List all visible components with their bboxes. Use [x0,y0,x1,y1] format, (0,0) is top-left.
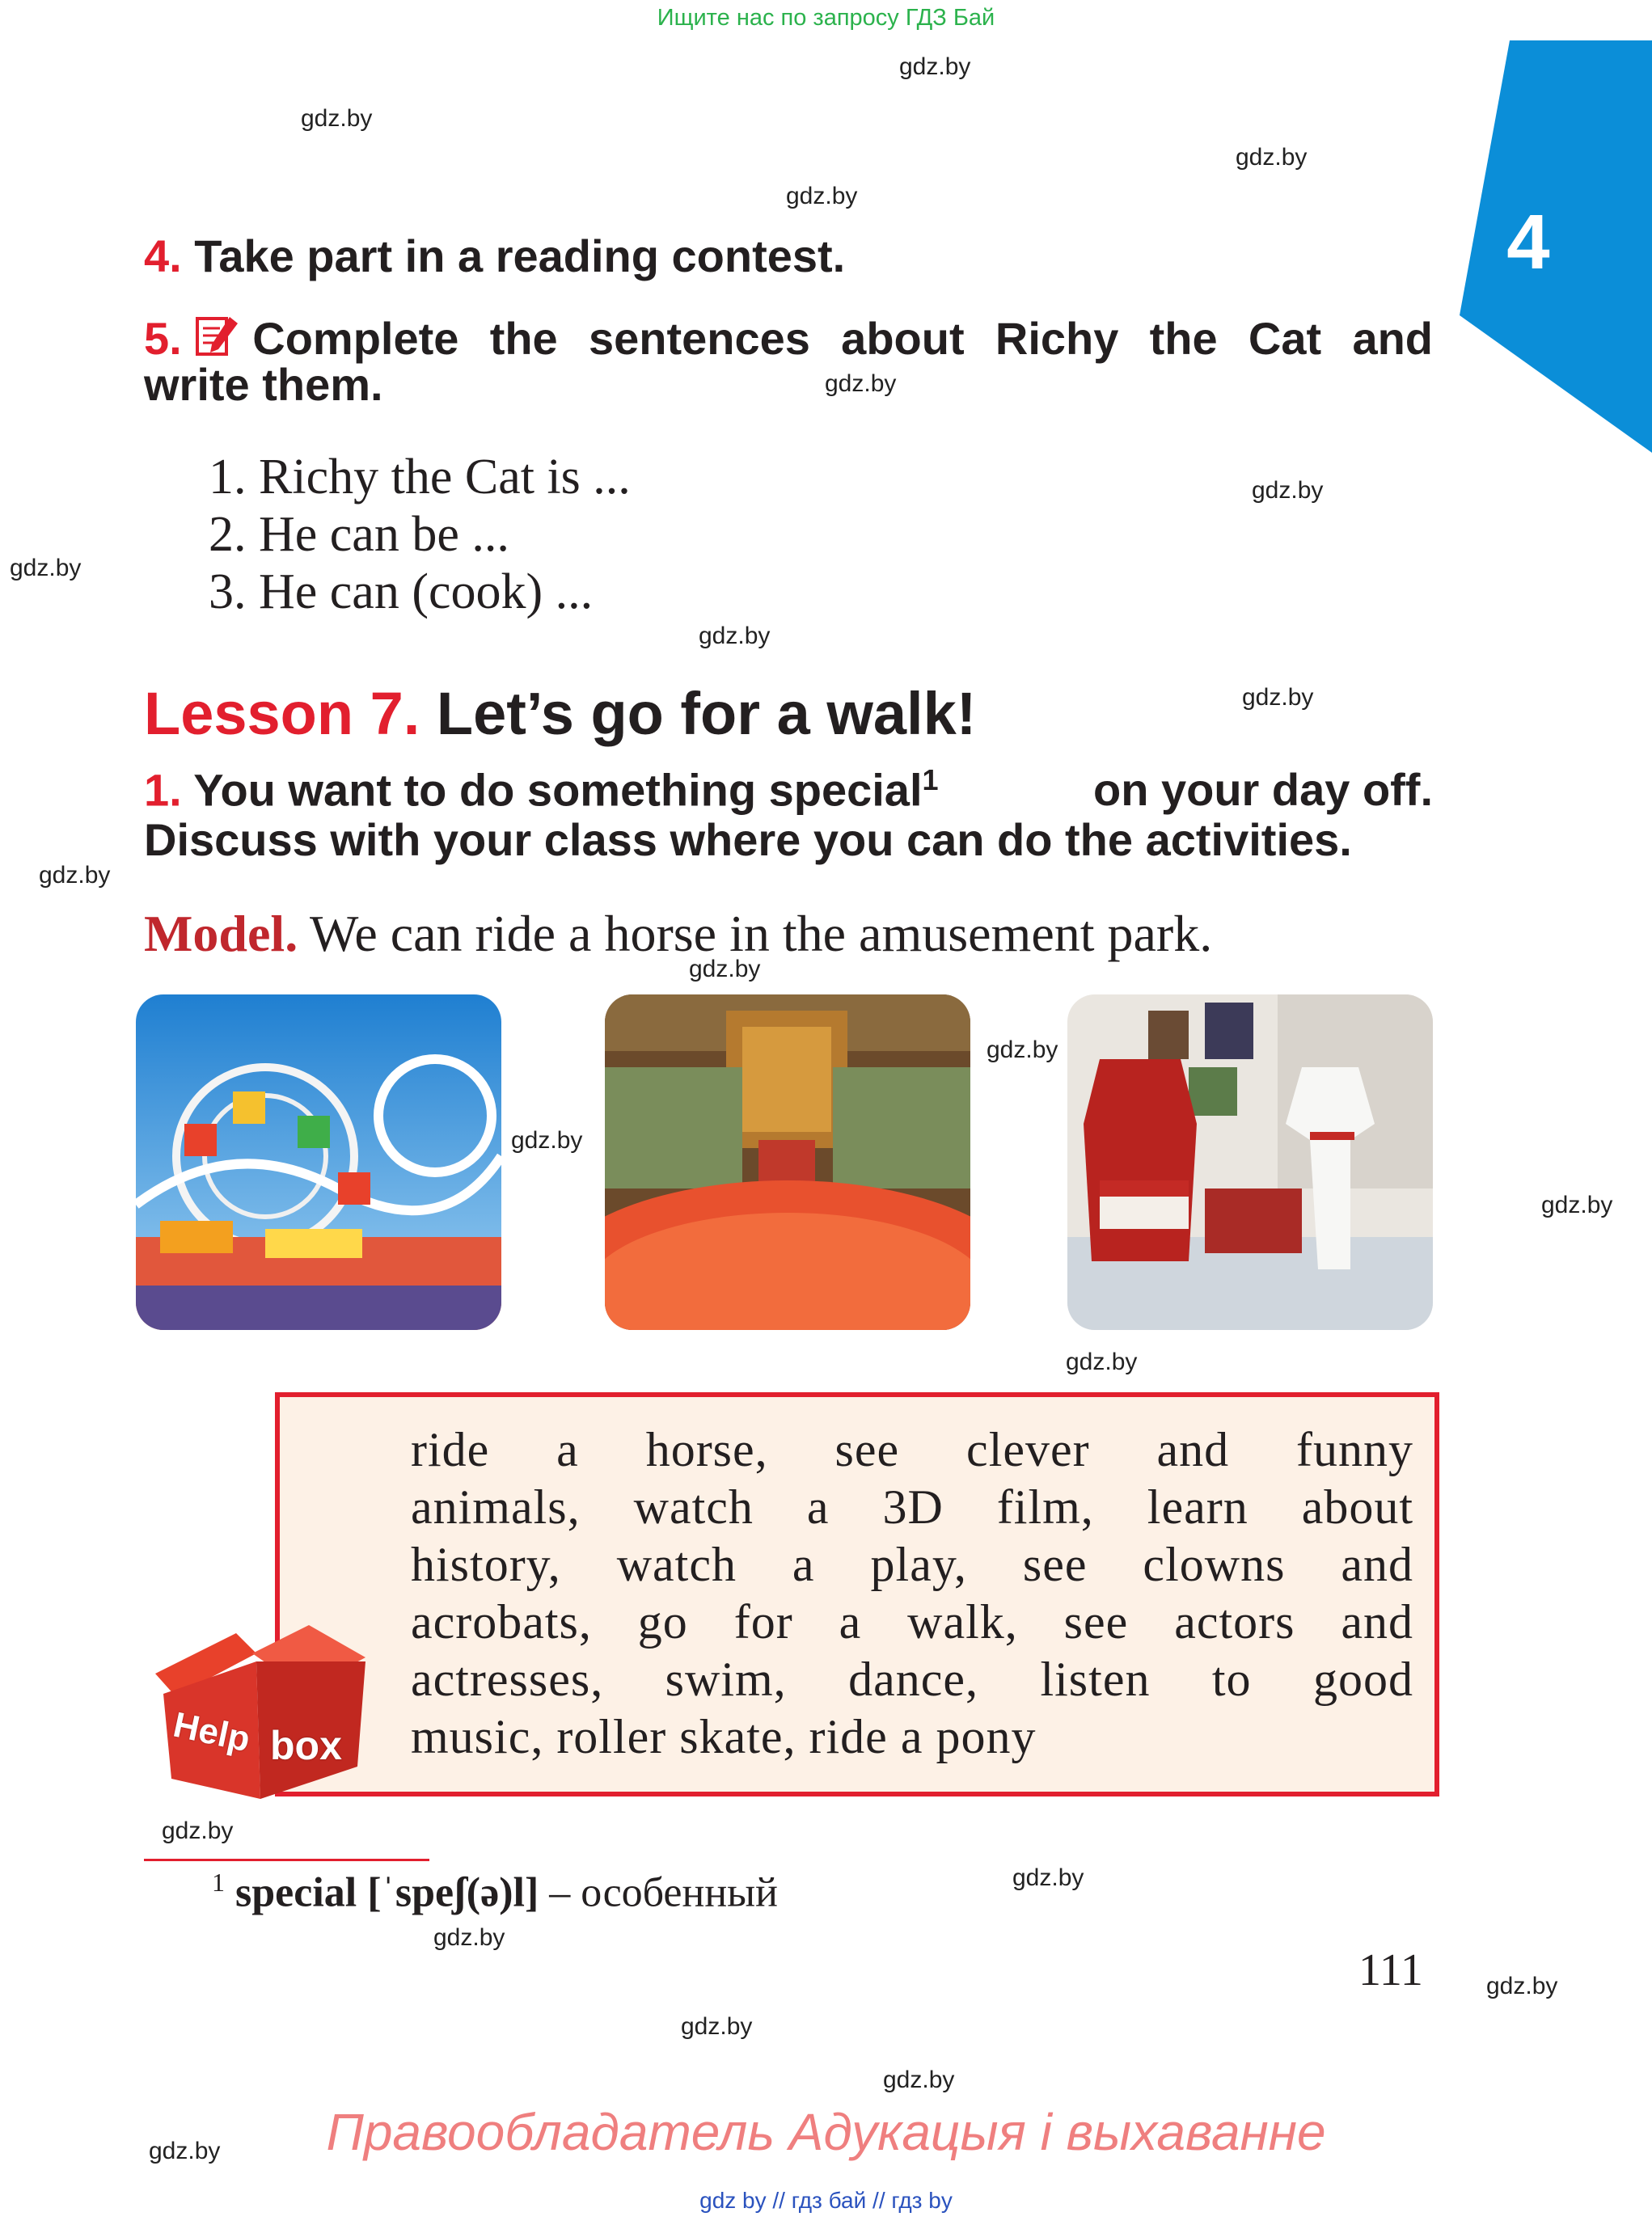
help-box-line: music, roller skate, ride a pony [411,1710,1037,1763]
help-box-line: acrobats, go for a walk, see actors and [411,1595,1413,1649]
task-5 [144,312,1433,411]
watermark: gdz.by [1012,1864,1084,1891]
task-text: on your day off. [1093,764,1433,815]
watermark: gdz.by [39,862,111,889]
chapter-number: 4 [1506,199,1550,285]
watermark: gdz.by [149,2138,221,2164]
museum-costumes-photo [1067,994,1433,1330]
footnote-dash: – [549,1869,571,1916]
watermark: gdz.by [1242,684,1314,711]
footnote-transcription: [ˈspeʃ(ə)l] [367,1869,539,1916]
lesson-heading [144,679,976,748]
watermark: gdz.by [899,53,971,80]
watermark: gdz.by [162,1818,234,1844]
list-item: 1. Richy the Cat is ... [209,450,631,505]
pencil-notebook-icon [194,314,239,359]
help-box-text [411,1421,1413,1766]
task-text: You want to do something special [193,764,923,816]
sentence-list [209,449,631,621]
page-number: 111 [1358,1945,1423,1995]
bottom-links[interactable]: gdz by // гдз бай // гдз by [699,2188,953,2213]
task-number: 5. [144,313,182,364]
watermark: gdz.by [699,623,771,649]
watermark: gdz.by [786,183,858,209]
watermark: gdz.by [1486,1973,1558,1999]
help-box-line: actresses, swim, dance, listen to good [411,1653,1413,1706]
watermark: gdz.by [689,956,761,982]
lesson-title: Let’s go for a walk! [436,680,977,747]
copyright-notice: Правообладатель Адукацыя і выхаванне [326,2103,1326,2161]
watermark: gdz.by [433,1924,505,1951]
watermark: gdz.by [987,1037,1058,1063]
footnote-translation: особенный [581,1869,778,1916]
footnote-divider [144,1859,429,1861]
help-box-line: ride a horse, see clever and funny [411,1423,1413,1476]
lesson-label: Lesson 7. [144,680,420,747]
top-banner[interactable]: Ищите нас по запросу ГДЗ Бай [657,5,995,31]
task-text-line-2: Discuss with your class where you can do the activities. [144,813,1352,865]
model-sentence [144,904,1212,964]
watermark: gdz.by [825,370,897,397]
watermark: gdz.by [883,2067,955,2093]
task-4 [144,230,845,282]
watermark: gdz.by [10,555,82,581]
task-number: 1. [144,764,182,816]
watermark: gdz.by [1541,1192,1613,1218]
watermark: gdz.by [511,1127,583,1154]
footnote-mark: 1 [922,763,939,796]
model-label: Model. [144,905,298,962]
task-text: Take part in a reading contest. [194,230,846,281]
help-box-word: box [270,1723,342,1768]
task-text-line-2: write them. [144,359,383,410]
circus-arena-photo [605,994,970,1330]
footnote-mark: 1 [212,1868,225,1897]
watermark: gdz.by [301,105,373,132]
watermark: gdz.by [1066,1349,1138,1375]
help-box-line: animals, watch a 3D film, learn about [411,1480,1413,1534]
model-text: We can ride a horse in the amusement park. [310,905,1213,962]
list-item: 2. He can be ... [209,507,509,562]
task-text-line-1: Complete the sentences about Richy the Cat and [252,313,1433,364]
footnote-word: special [235,1869,357,1916]
list-item: 3. He can (cook) ... [209,564,594,619]
help-box-word: Help [170,1704,254,1760]
help-box-line: history, watch a play, see clowns and [411,1538,1413,1591]
watermark: gdz.by [681,2013,753,2040]
task-1 [144,763,1433,866]
footnote [212,1868,778,1916]
watermark: gdz.by [1252,477,1324,504]
watermark: gdz.by [1236,144,1308,171]
amusement-park-photo [136,994,501,1330]
task-number: 4. [144,230,182,281]
help-box-icon [139,1617,382,1811]
